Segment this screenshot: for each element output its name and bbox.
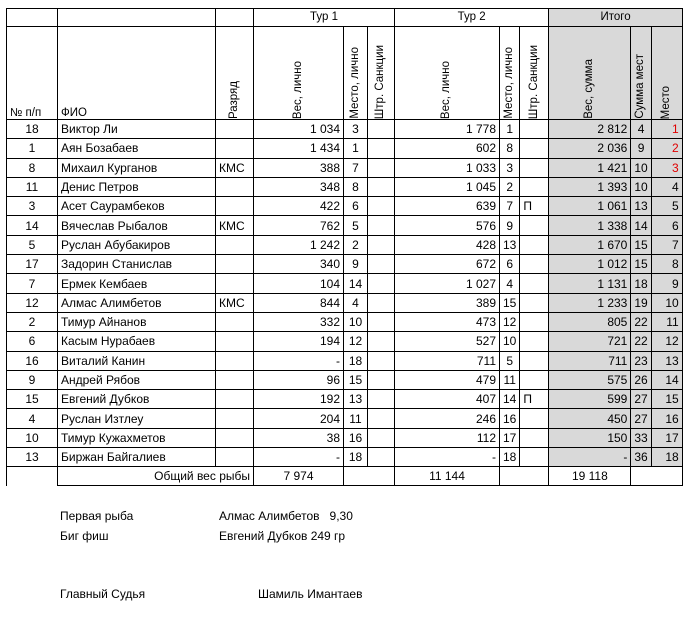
- row-t2-penalty: [520, 255, 549, 274]
- total-t2: 11 144: [395, 467, 500, 486]
- header-t1-place: [344, 27, 368, 120]
- row-rank: [216, 197, 254, 216]
- header-name: ФИО: [58, 27, 216, 120]
- header-t1-penalty-text: Штр. Санкции: [374, 44, 387, 119]
- row-t1-penalty: [368, 139, 395, 158]
- row-t1-place: 16: [344, 428, 368, 447]
- row-sum-weight: 2 036: [549, 139, 631, 158]
- row-t1-penalty: [368, 448, 395, 467]
- row-sum-weight: 1 670: [549, 235, 631, 254]
- row-t1-penalty: [368, 390, 395, 409]
- row-final-place: 2: [651, 139, 682, 158]
- row-rank: [216, 177, 254, 196]
- row-t2-penalty: [520, 158, 549, 177]
- row-t1-place: 3: [344, 120, 368, 139]
- row-sum-places: 15: [631, 235, 651, 254]
- header-tour2: Тур 2: [395, 9, 549, 27]
- row-t1-penalty: [368, 255, 395, 274]
- row-t2-penalty: [520, 139, 549, 158]
- table-row: [7, 235, 683, 254]
- row-name: Алмас Алимбетов: [58, 293, 216, 312]
- header-t1-penalty: [368, 27, 395, 120]
- row-number: 2: [7, 312, 58, 331]
- row-t2-penalty: [520, 312, 549, 331]
- row-t2-place: 9: [500, 216, 520, 235]
- row-sum-places: 33: [631, 428, 651, 447]
- table-row: [7, 177, 683, 196]
- row-sum-places: 10: [631, 158, 651, 177]
- row-t1-penalty: [368, 197, 395, 216]
- row-t2-place: 3: [500, 158, 520, 177]
- row-sum-weight: 1 061: [549, 197, 631, 216]
- row-t2-penalty: [520, 351, 549, 370]
- row-sum-places: 36: [631, 448, 651, 467]
- row-t2-penalty: [520, 216, 549, 235]
- header-rank: [216, 27, 254, 120]
- row-t1-place: 8: [344, 177, 368, 196]
- row-rank: [216, 428, 254, 447]
- row-final-place: 12: [651, 332, 682, 351]
- header-t2-weight-text: Вес, лично: [440, 60, 453, 119]
- row-t1-place: 13: [344, 390, 368, 409]
- row-t1-weight: 1 034: [254, 120, 344, 139]
- row-name: Тимур Айнанов: [58, 312, 216, 331]
- row-t2-penalty: [520, 177, 549, 196]
- row-t2-penalty: [520, 235, 549, 254]
- first-fish-label: Первая рыба: [60, 509, 134, 523]
- row-final-place: 5: [651, 197, 682, 216]
- row-t2-place: 17: [500, 428, 520, 447]
- total-blank: [344, 467, 395, 486]
- header-t2-place: [500, 27, 520, 120]
- row-final-place: 9: [651, 274, 682, 293]
- big-fish-value: Евгений Дубков 249 гр: [219, 529, 346, 543]
- header-t2-weight: [395, 27, 500, 120]
- row-t2-place: 2: [500, 177, 520, 196]
- row-t2-place: 16: [500, 409, 520, 428]
- row-final-place: 15: [651, 390, 682, 409]
- row-number: 12: [7, 293, 58, 312]
- table-row: [7, 274, 683, 293]
- row-sum-weight: 599: [549, 390, 631, 409]
- row-t2-penalty: П: [520, 197, 549, 216]
- row-rank: [216, 370, 254, 389]
- row-sum-weight: 1 421: [549, 158, 631, 177]
- row-number: 5: [7, 235, 58, 254]
- row-sum-weight: 1 012: [549, 255, 631, 274]
- row-name: Биржан Байгалиев: [58, 448, 216, 467]
- row-sum-weight: 1 131: [549, 274, 631, 293]
- row-t1-penalty: [368, 216, 395, 235]
- row-t2-weight: 576: [395, 216, 500, 235]
- header-row-groups: [7, 9, 683, 27]
- row-t1-weight: 422: [254, 197, 344, 216]
- row-sum-places: 27: [631, 409, 651, 428]
- row-rank: [216, 390, 254, 409]
- row-t2-place: 14: [500, 390, 520, 409]
- table-row: [7, 390, 683, 409]
- row-t2-penalty: [520, 332, 549, 351]
- row-t1-place: 18: [344, 351, 368, 370]
- row-number: 15: [7, 390, 58, 409]
- row-t2-weight: 112: [395, 428, 500, 447]
- row-t1-weight: -: [254, 351, 344, 370]
- row-sum-weight: 1 233: [549, 293, 631, 312]
- row-rank: КМС: [216, 293, 254, 312]
- table-row: [7, 158, 683, 177]
- row-t1-weight: 332: [254, 312, 344, 331]
- row-name: Руслан Изтлеу: [58, 409, 216, 428]
- row-sum-places: 15: [631, 255, 651, 274]
- row-t1-weight: 194: [254, 332, 344, 351]
- judge-label: Главный Судья: [60, 587, 146, 601]
- row-final-place: 4: [651, 177, 682, 196]
- row-number: 1: [7, 139, 58, 158]
- row-rank: КМС: [216, 216, 254, 235]
- row-name: Евгений Дубков: [58, 390, 216, 409]
- row-name: Тимур Кужахметов: [58, 428, 216, 447]
- row-rank: [216, 332, 254, 351]
- table-row: [7, 409, 683, 428]
- row-t1-place: 5: [344, 216, 368, 235]
- total-blank: [7, 467, 58, 486]
- row-t2-weight: 602: [395, 139, 500, 158]
- row-t1-weight: 104: [254, 274, 344, 293]
- row-name: Виктор Ли: [58, 120, 216, 139]
- row-t2-weight: 479: [395, 370, 500, 389]
- row-sum-places: 26: [631, 370, 651, 389]
- table-row: [7, 197, 683, 216]
- row-name: Денис Петров: [58, 177, 216, 196]
- row-t1-place: 11: [344, 409, 368, 428]
- row-sum-places: 27: [631, 390, 651, 409]
- row-final-place: 11: [651, 312, 682, 331]
- row-number: 14: [7, 216, 58, 235]
- row-final-place: 18: [651, 448, 682, 467]
- row-t2-place: 1: [500, 120, 520, 139]
- row-t2-penalty: [520, 370, 549, 389]
- row-t1-weight: 204: [254, 409, 344, 428]
- row-sum-places: 13: [631, 197, 651, 216]
- header-blank: [216, 9, 254, 27]
- row-t2-place: 5: [500, 351, 520, 370]
- row-t1-weight: -: [254, 448, 344, 467]
- header-t2-penalty: [520, 27, 549, 120]
- row-t1-place: 6: [344, 197, 368, 216]
- header-final-place: [651, 27, 682, 120]
- row-sum-weight: 805: [549, 312, 631, 331]
- big-fish-label: Биг фиш: [60, 529, 109, 543]
- row-number: 18: [7, 120, 58, 139]
- row-sum-places: 14: [631, 216, 651, 235]
- row-number: 9: [7, 370, 58, 389]
- row-rank: [216, 448, 254, 467]
- total-sum: 19 118: [549, 467, 631, 486]
- row-name: Касым Нурабаев: [58, 332, 216, 351]
- row-t2-weight: -: [395, 448, 500, 467]
- row-number: 16: [7, 351, 58, 370]
- row-t2-place: 15: [500, 293, 520, 312]
- row-t2-place: 6: [500, 255, 520, 274]
- row-sum-places: 10: [631, 177, 651, 196]
- total-t1: 7 974: [254, 467, 344, 486]
- header-places-sum: [631, 27, 651, 120]
- row-t2-place: 7: [500, 197, 520, 216]
- row-sum-places: 18: [631, 274, 651, 293]
- row-t2-weight: 711: [395, 351, 500, 370]
- table-row: [7, 428, 683, 447]
- row-name: Задорин Станислав: [58, 255, 216, 274]
- row-t1-place: 1: [344, 139, 368, 158]
- row-t2-weight: 1 778: [395, 120, 500, 139]
- row-number: 4: [7, 409, 58, 428]
- row-t1-penalty: [368, 158, 395, 177]
- row-final-place: 10: [651, 293, 682, 312]
- row-t2-weight: 1 027: [395, 274, 500, 293]
- row-t1-penalty: [368, 332, 395, 351]
- row-t1-penalty: [368, 120, 395, 139]
- row-t1-penalty: [368, 370, 395, 389]
- row-t2-place: 8: [500, 139, 520, 158]
- row-t1-penalty: [368, 293, 395, 312]
- row-sum-places: 22: [631, 312, 651, 331]
- table-row: [7, 312, 683, 331]
- header-t1-weight: [254, 27, 344, 120]
- row-rank: КМС: [216, 158, 254, 177]
- table-body: [7, 120, 683, 467]
- table-row: [7, 370, 683, 389]
- row-t2-penalty: [520, 409, 549, 428]
- row-name: Михаил Курганов: [58, 158, 216, 177]
- row-rank: [216, 120, 254, 139]
- row-t2-weight: 473: [395, 312, 500, 331]
- row-t1-place: 2: [344, 235, 368, 254]
- row-t2-weight: 428: [395, 235, 500, 254]
- row-t1-penalty: [368, 177, 395, 196]
- row-t2-weight: 1 033: [395, 158, 500, 177]
- row-number: 13: [7, 448, 58, 467]
- row-sum-places: 9: [631, 139, 651, 158]
- row-t1-place: 18: [344, 448, 368, 467]
- row-sum-weight: 1 393: [549, 177, 631, 196]
- header-weight-sum: [549, 27, 631, 120]
- header-t2-penalty-text: Штр. Санкции: [527, 44, 540, 119]
- judge-value: Шамиль Имантаев: [258, 587, 363, 601]
- row-t2-weight: 407: [395, 390, 500, 409]
- row-t1-weight: 762: [254, 216, 344, 235]
- row-t2-place: 11: [500, 370, 520, 389]
- header-blank: [7, 9, 58, 27]
- row-t2-penalty: [520, 448, 549, 467]
- row-t1-weight: 348: [254, 177, 344, 196]
- row-sum-places: 19: [631, 293, 651, 312]
- row-sum-places: 22: [631, 332, 651, 351]
- row-rank: [216, 235, 254, 254]
- row-number: 17: [7, 255, 58, 274]
- row-rank: [216, 409, 254, 428]
- row-t1-weight: 38: [254, 428, 344, 447]
- row-t2-place: 13: [500, 235, 520, 254]
- row-t1-place: 9: [344, 255, 368, 274]
- total-blank: [500, 467, 549, 486]
- row-t2-place: 18: [500, 448, 520, 467]
- row-t1-place: 4: [344, 293, 368, 312]
- row-final-place: 14: [651, 370, 682, 389]
- table-row: [7, 351, 683, 370]
- row-rank: [216, 351, 254, 370]
- table-row: [7, 255, 683, 274]
- row-t1-place: 10: [344, 312, 368, 331]
- row-t1-penalty: [368, 428, 395, 447]
- header-final-place-text: Место: [659, 85, 672, 119]
- row-sum-weight: 450: [549, 409, 631, 428]
- row-sum-weight: -: [549, 448, 631, 467]
- row-t2-place: 4: [500, 274, 520, 293]
- header-num: № п/п: [7, 27, 58, 120]
- table-row: [7, 448, 683, 467]
- table-row: [7, 332, 683, 351]
- row-t2-weight: 389: [395, 293, 500, 312]
- row-sum-weight: 1 338: [549, 216, 631, 235]
- row-number: 7: [7, 274, 58, 293]
- table-row: [7, 120, 683, 139]
- total-label: Общий вес рыбы: [58, 467, 254, 486]
- total-blank: [631, 467, 682, 486]
- row-t2-weight: 1 045: [395, 177, 500, 196]
- header-rank-text: Разряд: [227, 80, 240, 119]
- row-t2-penalty: [520, 428, 549, 447]
- total-row: [7, 467, 683, 486]
- row-rank: [216, 255, 254, 274]
- row-t2-weight: 639: [395, 197, 500, 216]
- row-t2-penalty: П: [520, 390, 549, 409]
- row-t2-penalty: [520, 274, 549, 293]
- row-t2-weight: 672: [395, 255, 500, 274]
- row-number: 6: [7, 332, 58, 351]
- table-row: [7, 293, 683, 312]
- row-number: 3: [7, 197, 58, 216]
- row-t2-place: 12: [500, 312, 520, 331]
- row-t1-penalty: [368, 274, 395, 293]
- row-sum-weight: 2 812: [549, 120, 631, 139]
- row-t2-weight: 527: [395, 332, 500, 351]
- header-total: Итого: [549, 9, 682, 27]
- header-t1-place-text: Место, лично: [348, 47, 361, 119]
- row-name: Ермек Кембаев: [58, 274, 216, 293]
- row-name: Андрей Рябов: [58, 370, 216, 389]
- row-t1-weight: 340: [254, 255, 344, 274]
- row-sum-places: 23: [631, 351, 651, 370]
- row-t1-weight: 388: [254, 158, 344, 177]
- header-places-sum-text: Сумма мест: [634, 54, 647, 119]
- row-final-place: 16: [651, 409, 682, 428]
- row-rank: [216, 139, 254, 158]
- row-t1-weight: 1 242: [254, 235, 344, 254]
- row-name: Асет Саурамбеков: [58, 197, 216, 216]
- row-t1-weight: 844: [254, 293, 344, 312]
- row-sum-weight: 575: [549, 370, 631, 389]
- row-t1-penalty: [368, 312, 395, 331]
- row-final-place: 8: [651, 255, 682, 274]
- row-name: Аян Бозабаев: [58, 139, 216, 158]
- row-t2-penalty: [520, 120, 549, 139]
- row-t1-penalty: [368, 235, 395, 254]
- row-sum-weight: 711: [549, 351, 631, 370]
- row-t2-weight: 246: [395, 409, 500, 428]
- row-final-place: 3: [651, 158, 682, 177]
- row-final-place: 13: [651, 351, 682, 370]
- row-t2-penalty: [520, 293, 549, 312]
- row-t1-weight: 1 434: [254, 139, 344, 158]
- header-t1-weight-text: Вес, лично: [291, 60, 304, 119]
- row-t1-penalty: [368, 351, 395, 370]
- header-row-columns: [7, 27, 683, 120]
- row-rank: [216, 312, 254, 331]
- table-row: [7, 139, 683, 158]
- row-t1-weight: 192: [254, 390, 344, 409]
- header-weight-sum-text: Вес, сумма: [583, 59, 596, 119]
- header-t2-place-text: Место, лично: [502, 47, 515, 119]
- row-sum-places: 4: [631, 120, 651, 139]
- row-sum-weight: 150: [549, 428, 631, 447]
- row-t2-place: 10: [500, 332, 520, 351]
- first-fish-value: Алмас Алимбетов 9,30: [219, 509, 353, 523]
- row-number: 10: [7, 428, 58, 447]
- row-number: 8: [7, 158, 58, 177]
- row-final-place: 17: [651, 428, 682, 447]
- table-row: [7, 216, 683, 235]
- row-name: Виталий Канин: [58, 351, 216, 370]
- row-name: Руслан Абубакиров: [58, 235, 216, 254]
- row-t1-weight: 96: [254, 370, 344, 389]
- row-rank: [216, 274, 254, 293]
- row-final-place: 1: [651, 120, 682, 139]
- row-t1-place: 7: [344, 158, 368, 177]
- row-final-place: 6: [651, 216, 682, 235]
- row-final-place: 7: [651, 235, 682, 254]
- header-tour1: Тур 1: [254, 9, 395, 27]
- row-t1-place: 12: [344, 332, 368, 351]
- row-sum-weight: 721: [549, 332, 631, 351]
- row-t1-place: 15: [344, 370, 368, 389]
- row-number: 11: [7, 177, 58, 196]
- results-table: [6, 8, 683, 486]
- row-name: Вячеслав Рыбалов: [58, 216, 216, 235]
- header-blank: [58, 9, 216, 27]
- row-t1-penalty: [368, 409, 395, 428]
- row-t1-place: 14: [344, 274, 368, 293]
